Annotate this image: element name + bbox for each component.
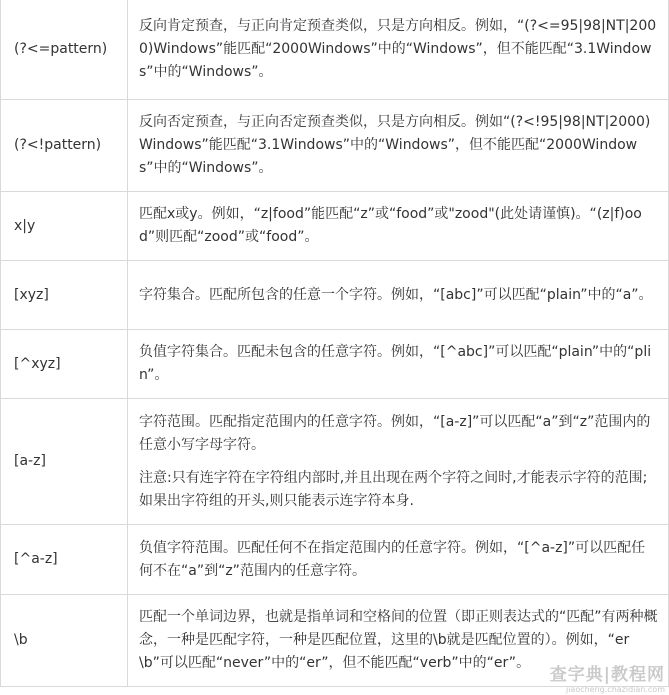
- watermark-url-text: jiaocheng.chazidian.com: [565, 685, 665, 694]
- pattern-cell: [1, 0, 128, 100]
- description-cell: [128, 100, 669, 192]
- description-cell: [128, 399, 669, 525]
- table-row: [1, 399, 669, 525]
- description-cell: [128, 525, 669, 595]
- table-row: [1, 0, 669, 100]
- description-text: 反向否定预查，与正向否定预查类似，只是方向相反。例如“(?<!95|98|NT|2000)Windows”能匹配“3.1Windows”中的“Windows”，但不能匹配“2000Windows”中的“Windows”。: [139, 114, 651, 176]
- description-text: 字符集合。匹配所包含的任意一个字符。例如，“[abc]”可以匹配“plain”中的“a”。: [139, 286, 653, 303]
- pattern-text: (?<=pattern): [14, 41, 108, 57]
- table-row: [1, 100, 669, 192]
- table-row: [1, 525, 669, 595]
- pattern-cell: [1, 330, 128, 399]
- description-text: 匹配x或y。例如，“z|food”能匹配“z”或“food”或"zood"(此处请谨慎)。“(z|f)ood”则匹配“zood”或“food”。: [139, 206, 642, 245]
- pattern-cell: [1, 525, 128, 595]
- table-row: [1, 261, 669, 330]
- pattern-text: [xyz]: [14, 286, 49, 303]
- pattern-cell: [1, 261, 128, 330]
- description-text: 负值字符集合。匹配未包含的任意字符。例如，“[^abc]”可以匹配“plain”中的“plin”。: [139, 344, 652, 383]
- table-row: [1, 192, 669, 261]
- pattern-cell: [1, 595, 128, 687]
- description-text: 负值字符范围。匹配任何不在指定范围内的任意字符。例如，“[^a-z]”可以匹配任何不在“a”到“z”范围内的任意字符。: [139, 539, 646, 579]
- pattern-cell: [1, 192, 128, 261]
- pattern-text: x|y: [14, 217, 36, 234]
- description-text: 字符范围。匹配指定范围内的任意字符。例如，“[a-z]”可以匹配“a”到“z”范围内的任意小写字母字符。: [139, 413, 651, 453]
- pattern-text: [^xyz]: [14, 355, 61, 372]
- description-cell: [128, 0, 669, 100]
- watermark-main-text: 查字典|教程网: [549, 665, 665, 685]
- pattern-text: (?<!pattern): [14, 137, 102, 153]
- table-row: [1, 595, 669, 687]
- description-cell: [128, 192, 669, 261]
- pattern-text: [^a-z]: [14, 551, 58, 567]
- pattern-cell: [1, 100, 128, 192]
- description-cell: [128, 595, 669, 687]
- pattern-text: [a-z]: [14, 453, 46, 469]
- table-row: [1, 330, 669, 399]
- description-cell: [128, 330, 669, 399]
- note-text: 注意:只有连字符在字符组内部时,并且出现在两个字符之间时,才能表示字符的范围; 如果出字符组的开头,则只能表示连字符本身.: [139, 469, 648, 509]
- pattern-text: \b: [14, 632, 28, 648]
- description-cell: [128, 261, 669, 330]
- description-text: 反向肯定预查，与正向肯定预查类似，只是方向相反。例如，“(?<=95|98|NT|2000)Windows”能匹配“2000Windows”中的“Windows”，但不能匹配“3.1Windows”中的“Windows”。: [139, 18, 657, 80]
- pattern-cell: [1, 399, 128, 525]
- description-text: 匹配一个单词边界，也就是指单词和空格间的位置（即正则表达式的“匹配”有两种概念，一种是匹配字符，一种是匹配位置，这里的\b就是匹配位置的）。例如，“er\b”可以匹配“never”中的“er”，但不能匹配“verb”中的“er”。: [139, 609, 658, 671]
